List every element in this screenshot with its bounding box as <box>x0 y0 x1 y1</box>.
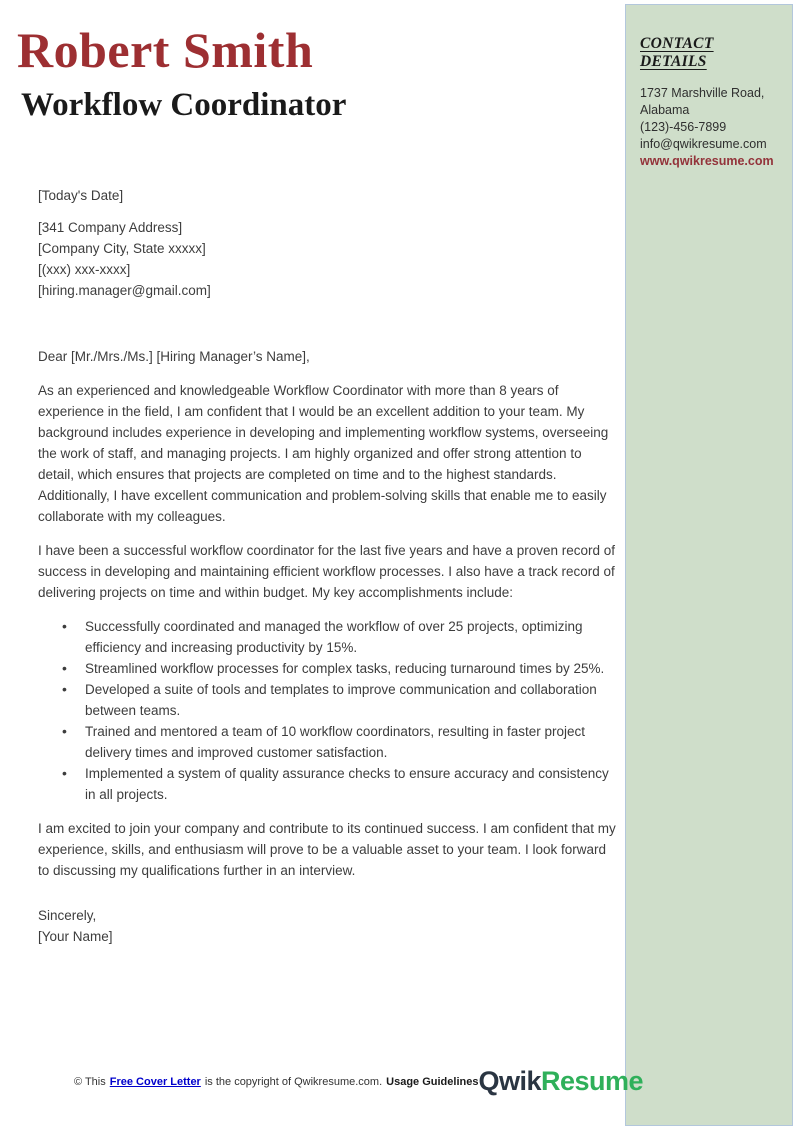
address-line: [(xxx) xxx-xxxx] <box>38 261 131 277</box>
list-item: • Implemented a system of quality assurance checks to ensure accuracy and consistency in all projects. <box>85 763 618 805</box>
address-line: [Company City, State xxxxx] <box>38 240 206 256</box>
usage-guidelines-link[interactable]: Usage Guidelines <box>386 1075 479 1088</box>
letter-body <box>17 0 618 947</box>
salutation: Dear [Mr./Mrs./Ms.] [Hiring Manager’s Name], <box>38 348 310 364</box>
free-cover-letter-link[interactable]: Free Cover Letter <box>109 1075 201 1088</box>
qwikresume-logo <box>478 1068 643 1095</box>
company-address-block <box>38 217 618 301</box>
list-item: • Developed a suite of tools and templates to improve communication and collaboration between teams. <box>85 679 618 721</box>
contact-address-line: Alabama <box>640 103 690 117</box>
list-item: • Trained and mentored a team of 10 workflow coordinators, resulting in faster project delivery times and improved customer satisfaction. <box>85 721 618 763</box>
contact-phone: (123)-456-7899 <box>640 120 727 134</box>
contact-address-line: 1737 Marshville Road, <box>640 86 765 100</box>
paragraph-closing: I am excited to join your company and contribute to its continued success. I am confident that my experience, skills, and enthusiasm will prove to be a valuable asset to your team. I look forward to discussing my qualifications further in an interview. <box>38 820 616 878</box>
copyright-middle: is the copyright of Qwikresume.com. <box>204 1075 383 1088</box>
signoff: Sincerely, <box>38 907 97 923</box>
footer <box>74 1066 644 1096</box>
signoff-block <box>38 905 618 947</box>
copyright-prefix: © This <box>74 1075 106 1088</box>
logo-part-resume: Resume <box>540 1066 644 1096</box>
accomplishments-list <box>38 616 618 805</box>
date-placeholder: [Today's Date] <box>38 187 124 203</box>
copyright-line <box>74 1076 478 1088</box>
job-title: Workflow Coordinator <box>21 86 347 123</box>
paragraph-experience: I have been a successful workflow coordinator for the last five years and have a proven record of success in developing and maintaining efficient workflow processes. I also have a track record of delivering projects on time and within budget. My key accomplishments include: <box>38 542 616 600</box>
website-link[interactable]: www.qwikresume.com <box>640 154 774 168</box>
signature-placeholder: [Your Name] <box>38 928 113 944</box>
list-item: • Streamlined workflow processes for complex tasks, reducing turnaround times by 25%. <box>85 658 618 679</box>
contact-sidebar <box>625 4 793 1126</box>
list-item: • Successfully coordinated and managed the workflow of over 25 projects, optimizing efficiency and increasing productivity by 15%. <box>85 616 618 658</box>
candidate-name: Robert Smith <box>17 22 314 78</box>
contact-info <box>640 85 780 170</box>
contact-details-heading: CONTACT DETAILS <box>640 35 714 70</box>
logo-part-qwik: Qwik <box>478 1066 541 1096</box>
address-line: [hiring.manager@gmail.com] <box>38 282 211 298</box>
address-line: [341 Company Address] <box>38 219 183 235</box>
contact-email: info@qwikresume.com <box>640 137 767 151</box>
paragraph-intro: As an experienced and knowledgeable Workflow Coordinator with more than 8 years of experience in the field, I am confident that I would be an excellent addition to your team. My background includes experience in developing and implementing workflow systems, overseeing the work of staff, and managing projects. I am highly organized and offer strong attention to detail, which ensures that projects are completed on time and to the highest standards. Additionally, I have excellent communication and problem-solving skills that enable me to easily collaborate with my colleagues. <box>38 382 609 524</box>
